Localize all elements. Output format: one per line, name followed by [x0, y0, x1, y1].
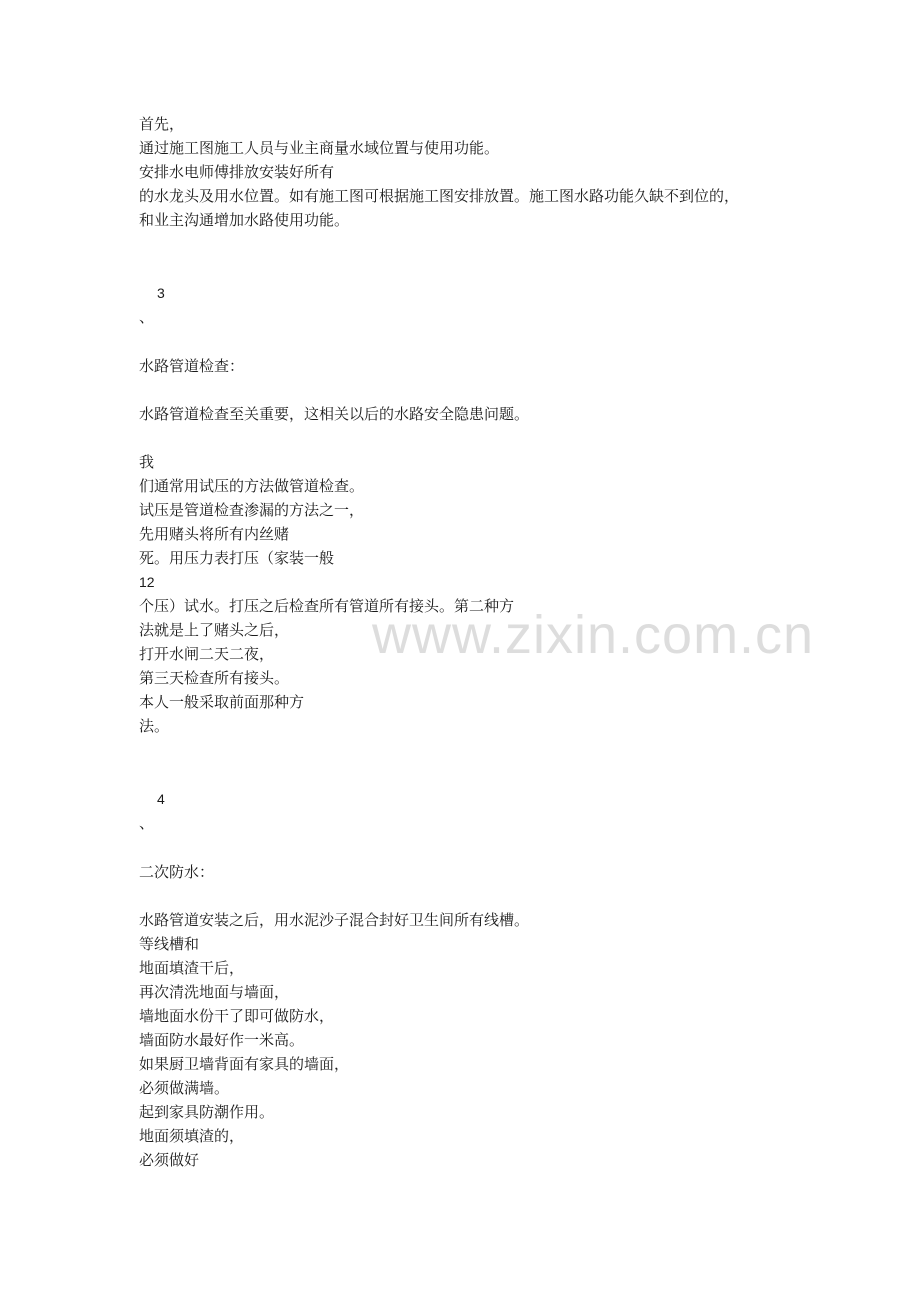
text-line: 第三天检查所有接头。 [139, 669, 290, 687]
text-line: 12 [139, 574, 155, 590]
text-line: 必须做好 [139, 1151, 200, 1169]
text-line: 通过施工图施工人员与业主商量水域位置与使用功能。 [139, 139, 500, 157]
text-line: 地面须填渣的， [139, 1127, 245, 1145]
text-line: 死。用压力表打压（家装一般 [139, 549, 335, 567]
section-4-number: 4 [157, 791, 165, 807]
text-line: 起到家具防潮作用。 [139, 1103, 275, 1121]
text-line: 再次清洗地面与墙面， [139, 983, 290, 1001]
text-line: 我 [139, 453, 155, 471]
text-line: 试压是管道检查渗漏的方法之一， [139, 501, 365, 519]
text-line: 法。 [139, 717, 170, 735]
section-3-intro: 水路管道检查至关重要，这相关以后的水路安全隐患问题。 [139, 405, 530, 423]
section-3-mark: 、 [139, 308, 155, 326]
text-line: 墙面防水最好作一米高。 [139, 1031, 305, 1049]
text-line: 安排水电师傅排放安装好所有 [139, 163, 335, 181]
text-line: 本人一般采取前面那种方 [139, 693, 305, 711]
text-line: 如果厨卫墙背面有家具的墙面， [139, 1055, 350, 1073]
text-line: 地面填渣干后， [139, 959, 245, 977]
text-line: 首先， [139, 115, 185, 133]
text-line: 们通常用试压的方法做管道检查。 [139, 477, 365, 495]
text-line: 必须做满墙。 [139, 1079, 230, 1097]
section-3-title: 水路管道检查： [139, 357, 245, 375]
text-line: 等线槽和 [139, 935, 200, 953]
section-4-mark: 、 [139, 814, 155, 832]
text-line: 的水龙头及用水位置。如有施工图可根据施工图安排放置。施工图水路功能久缺不到位的， [139, 187, 740, 205]
text-line: 墙地面水份干了即可做防水， [139, 1007, 335, 1025]
text-line: 水路管道安装之后，用水泥沙子混合封好卫生间所有线槽。 [139, 911, 530, 929]
text-line: 先用赌头将所有内丝赌 [139, 525, 290, 543]
section-4-title: 二次防水： [139, 863, 215, 881]
text-line: 和业主沟通增加水路使用功能。 [139, 211, 350, 229]
watermark-text: www.zixin.com.cn [372, 605, 815, 665]
text-line: 个压）试水。打压之后检查所有管道所有接头。第二种方 [139, 597, 515, 615]
text-line: 打开水闸二天二夜， [139, 645, 275, 663]
section-3-number: 3 [157, 285, 165, 301]
text-line: 法就是上了赌头之后， [139, 621, 290, 639]
